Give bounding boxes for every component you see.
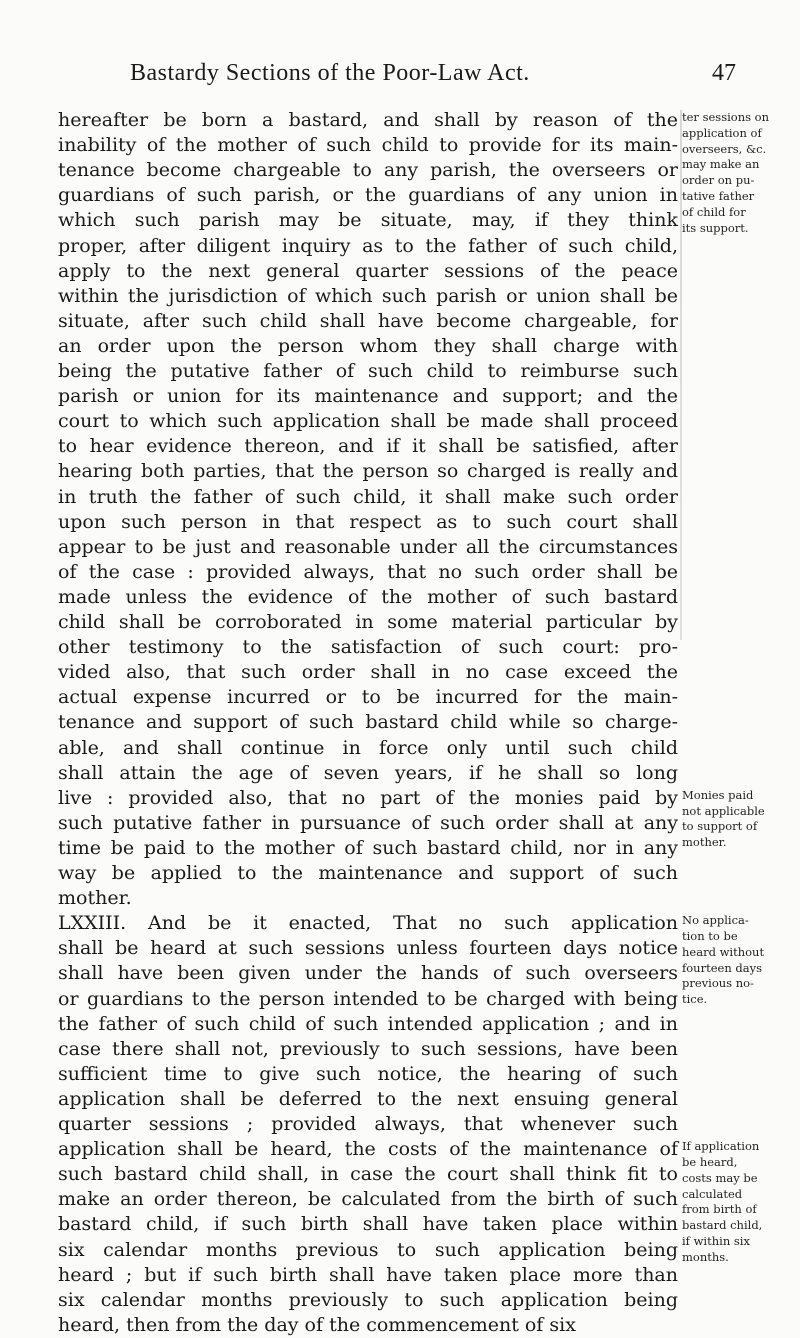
text-line: being the putative father of such child to reimburse such <box>58 360 678 382</box>
margin-note-line: order on pu- <box>682 173 755 188</box>
text-line: within the jurisdiction of which such parish or union shall be <box>58 284 678 307</box>
text-line: bastard child, if such birth shall have taken place within <box>58 1213 678 1236</box>
margin-note-line: No applica- <box>682 913 749 928</box>
text-line: in truth the father of such child, it shall make such order <box>58 485 678 508</box>
margin-note-line: be heard, <box>682 1154 738 1169</box>
text-line: child shall be corroborated in some material particular by <box>58 611 678 633</box>
margin-note-line: fourteen days <box>682 960 762 975</box>
text-line: proper, after diligent inquiry as to the father of such child, <box>58 234 678 257</box>
text-line: hearing both parties, that the person so charged is really and <box>58 460 678 483</box>
margin-note-line: Monies paid <box>682 787 754 802</box>
text-line: application shall be heard, the costs of the maintenance of <box>58 1138 678 1161</box>
text-line: case there shall not, previously to such sessions, have been <box>58 1037 678 1060</box>
text-line: way be applied to the maintenance and support of such <box>58 862 678 884</box>
text-line: guardians of such parish, or the guardians of any union in <box>58 184 678 207</box>
text-line: quarter sessions ; provided always, that whenever such <box>58 1113 678 1135</box>
text-line: six calendar months previously to such application being <box>58 1288 678 1311</box>
text-line: actual expense incurred or to be incurred for the main- <box>58 686 678 709</box>
text-line: application shall be deferred to the next ensuing general <box>58 1087 678 1110</box>
text-line: mother. <box>58 887 132 910</box>
text-line: shall attain the age of seven years, if he shall so long <box>58 761 678 784</box>
text-line: appear to be just and reasonable under all the circumstances <box>58 535 678 558</box>
text-line: able, and shall continue in force only until such child <box>58 736 678 759</box>
text-line: tenance and support of such bastard child while so charge- <box>58 711 678 734</box>
text-line: tenance become chargeable to any parish, the overseers or <box>58 159 678 182</box>
text-line: make an order thereon, be calculated from the birth of such <box>58 1188 678 1211</box>
text-line: upon such person in that respect as to such court shall <box>58 510 678 533</box>
margin-note-line: If application <box>682 1139 760 1154</box>
margin-note-line: if within six <box>682 1233 750 1248</box>
text-line: situate, after such child shall have become chargeable, for <box>58 309 678 332</box>
margin-note-line: heard without <box>682 944 765 959</box>
text-line: to hear evidence thereon, and if it shall be satisfied, after <box>58 435 678 458</box>
text-line: hereafter be born a bastard, and shall by reason of the <box>58 109 678 131</box>
text-line: which such parish may be situate, may, if they think <box>58 209 678 232</box>
text-line: the father of such child of such intended application ; and in <box>58 1012 678 1035</box>
margin-note-line: months. <box>682 1249 729 1264</box>
margin-note-line: not applicable <box>682 803 765 818</box>
running-title: Bastardy Sections of the Poor-Law Act. <box>130 60 530 86</box>
text-line: apply to the next general quarter sessions of the peace <box>58 259 678 282</box>
text-line: inability of the mother of such child to provide for its main- <box>58 134 678 157</box>
text-line: court to which such application shall be made shall proceed <box>58 410 678 433</box>
text-line: heard, then from the day of the commencement of six <box>58 1313 576 1336</box>
text-line: of the case : provided always, that no such order shall be <box>58 560 678 583</box>
text-line: an order upon the person whom they shall charge with <box>58 334 678 357</box>
margin-note-line: mother. <box>682 835 727 850</box>
margin-note-line: tion to be <box>682 929 738 943</box>
page-number: 47 <box>712 60 736 86</box>
margin-note-line: tative father <box>682 189 755 203</box>
margin-note-line: its support. <box>682 220 749 235</box>
margin-note-line: calculated <box>682 1186 743 1201</box>
margin-note-line: ter sessions on <box>682 110 769 124</box>
text-line: other testimony to the satisfaction of such court: pro- <box>58 636 678 659</box>
text-line: six calendar months previous to such application being <box>58 1238 678 1261</box>
margin-note-line: overseers, &c. <box>682 141 767 156</box>
margin-note-line: of child for <box>682 204 746 219</box>
margin-note-line: bastard child, <box>682 1218 763 1233</box>
text-line: such bastard child shall, in case the court shall think fit to <box>58 1163 678 1186</box>
text-line: shall have been given under the hands of such overseers <box>58 962 678 985</box>
text-line: live : provided also, that no part of the monies paid by <box>58 786 678 809</box>
text-line: such putative father in pursuance of such order shall at any <box>58 811 678 834</box>
text-line: time be paid to the mother of such bastard child, nor in any <box>58 836 678 859</box>
text-line: LXXIII. And be it enacted, That no such application <box>58 912 678 935</box>
margin-note-line: tice. <box>682 992 708 1007</box>
text-line: made unless the evidence of the mother of such bastard <box>58 585 678 608</box>
text-line: shall be heard at such sessions unless fourteen days notice <box>58 937 678 960</box>
margin-note-line: costs may be <box>682 1170 758 1185</box>
text-line: parish or union for its maintenance and support; and the <box>58 385 678 408</box>
margin-note-line: to support of <box>682 819 758 834</box>
margin-note-line: may make an <box>682 157 760 172</box>
margin-note-line: from birth of <box>682 1202 757 1217</box>
text-line: sufficient time to give such notice, the hearing of such <box>58 1062 678 1085</box>
margin-note-line: previous no- <box>682 976 754 991</box>
margin-note-line: application of <box>682 125 762 140</box>
text-line: heard ; but if such birth shall have taken place more than <box>58 1263 678 1286</box>
text-line: or guardians to the person intended to be charged with being <box>58 987 678 1010</box>
text-line: vided also, that such order shall in no case exceed the <box>58 661 678 684</box>
